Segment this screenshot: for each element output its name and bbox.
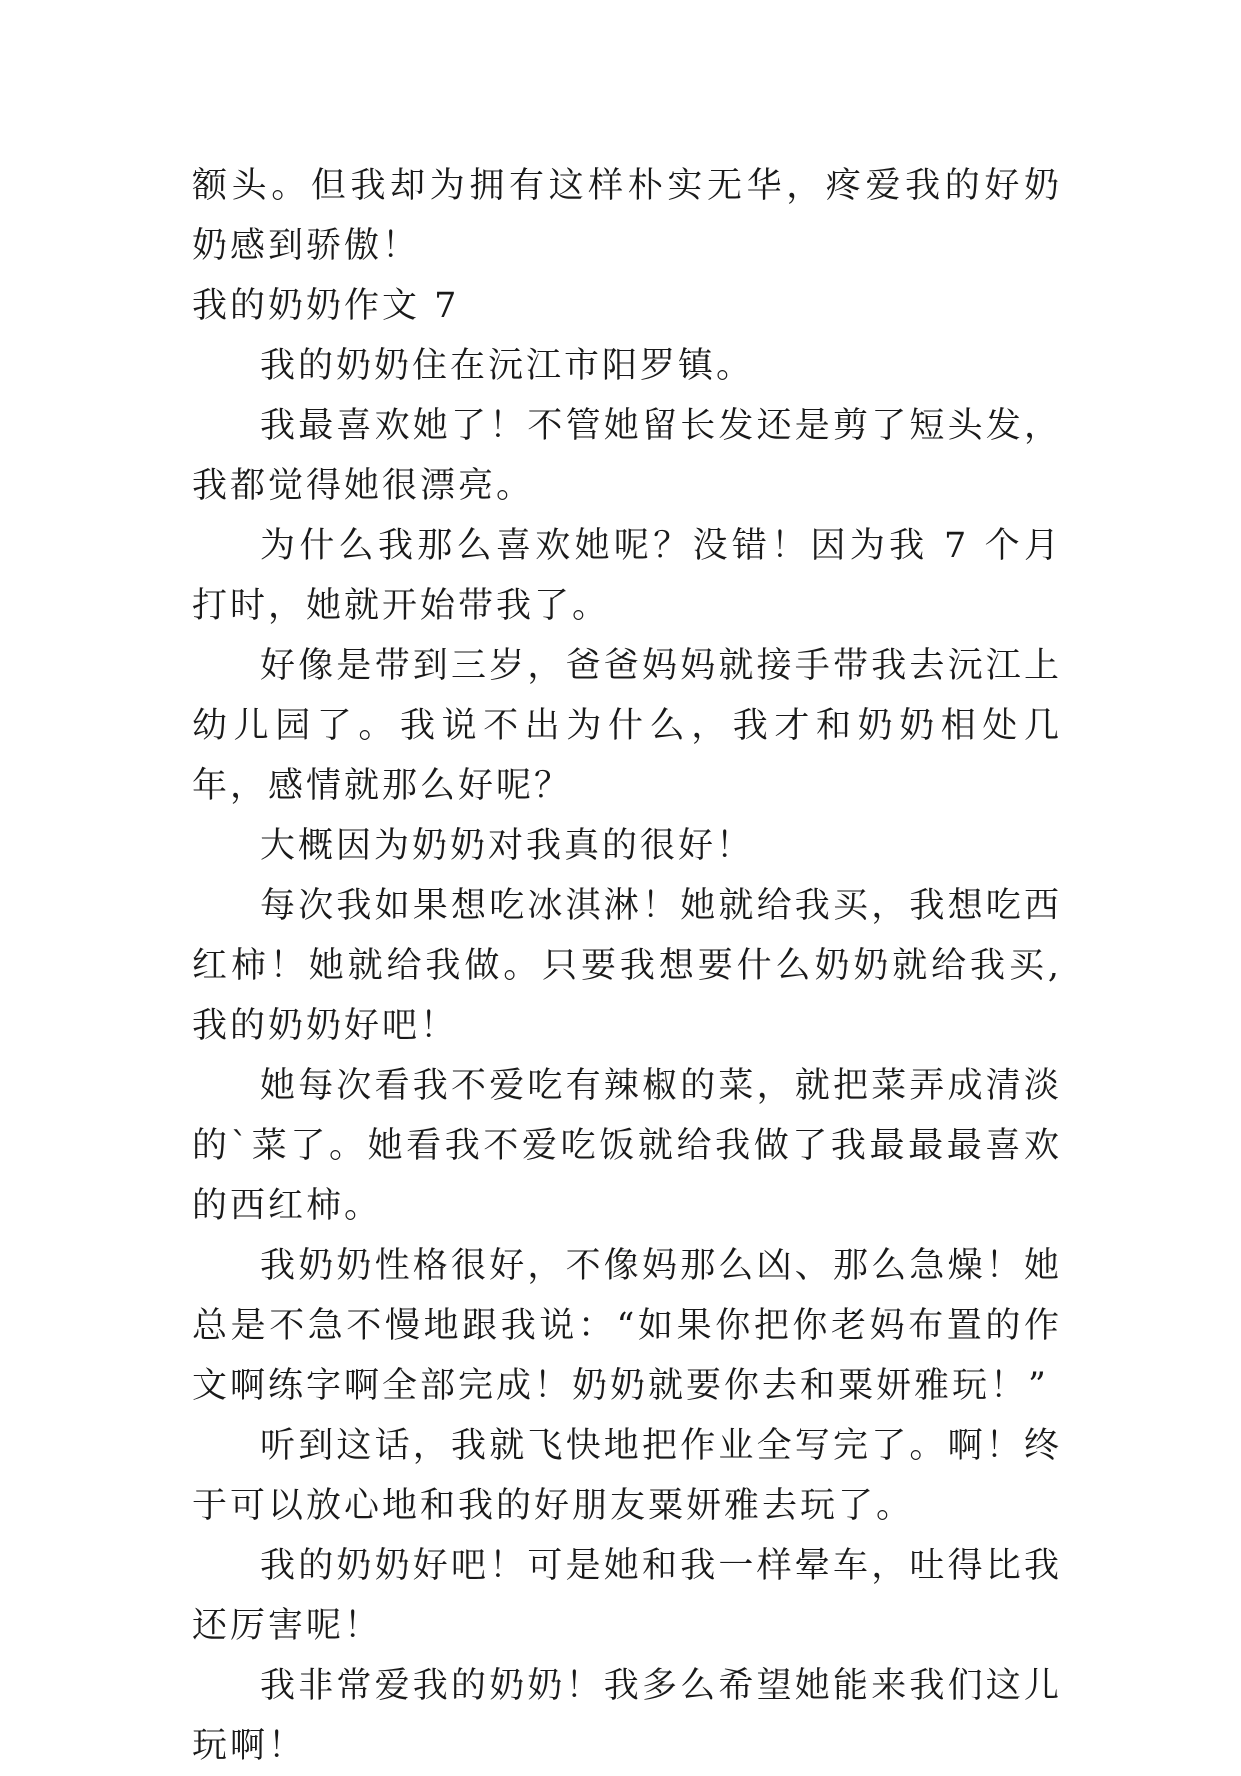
paragraph: 大概因为奶奶对我真的很好！: [260, 826, 755, 866]
section-title: 我的奶奶作文 7: [192, 286, 460, 326]
paragraph: 听到这话，我就飞快地把作业全写完了。啊！终于可以放心地和我的好朋友粟妍雅去玩了。: [192, 1426, 1062, 1526]
document-body: [192, 156, 1062, 1776]
paragraph: 好像是带到三岁，爸爸妈妈就接手带我去沅江上幼儿园了。我说不出为什么，我才和奶奶相处几年，感情就那么好呢？: [192, 646, 1062, 806]
paragraph: 我最喜欢她了！不管她留长发还是剪了短头发，我都觉得她很漂亮。: [192, 406, 1062, 506]
paragraph: 每次我如果想吃冰淇淋！她就给我买，我想吃西红柿！她就给我做。只要我想要什么奶奶就给我买,我的奶奶好吧！: [192, 886, 1062, 1046]
paragraph: 我的奶奶好吧！可是她和我一样晕车，吐得比我还厉害呢！: [192, 1546, 1062, 1646]
paragraph: 为什么我那么喜欢她呢？没错！因为我 7 个月打时，她就开始带我了。: [192, 526, 1062, 626]
paragraph: 她每次看我不爱吃有辣椒的菜，就把菜弄成清淡的`菜了。她看我不爱吃饭就给我做了我最最最喜欢的西红柿。: [192, 1066, 1062, 1226]
paragraph: 我奶奶性格很好，不像妈那么凶、那么急燥！她总是不急不慢地跟我说：“如果你把你老妈布置的作文啊练字啊全部完成！奶奶就要你去和粟妍雅玩！”: [192, 1246, 1062, 1406]
paragraph: 我非常爱我的奶奶！我多么希望她能来我们这儿玩啊！: [192, 1666, 1062, 1766]
continuation-paragraph: 额头。但我却为拥有这样朴实无华，疼爱我的好奶奶感到骄傲！: [192, 166, 1062, 266]
paragraph: 我的奶奶住在沅江市阳罗镇。: [260, 346, 755, 386]
